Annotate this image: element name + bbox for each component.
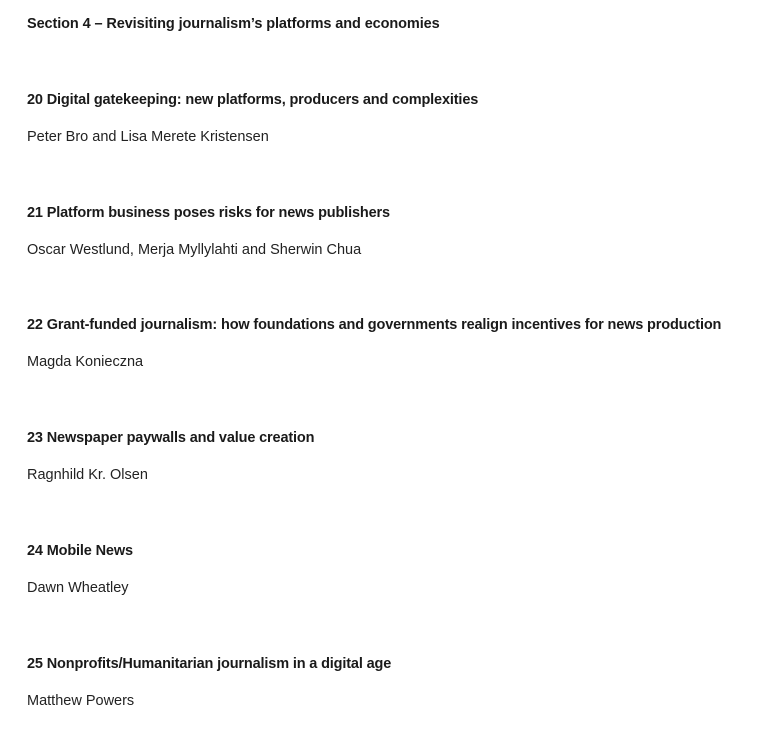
chapter-authors: Matthew Powers xyxy=(27,693,135,709)
chapter-entry xyxy=(27,429,778,484)
chapter-title: 25 Nonprofits/Humanitarian journalism in a digital age xyxy=(27,656,392,672)
chapter-entry xyxy=(27,316,778,371)
chapter-authors: Ragnhild Kr. Olsen xyxy=(27,467,148,483)
chapter-title: 22 Grant-funded journalism: how foundations and governments realign incentives for news production xyxy=(27,317,722,333)
section-title: Section 4 – Revisiting journalism’s platforms and economies xyxy=(27,16,440,32)
chapter-authors: Peter Bro and Lisa Merete Kristensen xyxy=(27,129,269,145)
chapter-authors: Magda Konieczna xyxy=(27,354,144,370)
chapter-title: 20 Digital gatekeeping: new platforms, producers and complexities xyxy=(27,92,479,108)
chapter-title: 24 Mobile News xyxy=(27,543,133,559)
chapter-title: 23 Newspaper paywalls and value creation xyxy=(27,430,315,446)
chapter-authors: Dawn Wheatley xyxy=(27,580,129,596)
chapter-entry xyxy=(27,655,778,710)
chapter-authors: Oscar Westlund, Merja Myllylahti and Sherwin Chua xyxy=(27,242,362,258)
chapter-title: 21 Platform business poses risks for news publishers xyxy=(27,205,390,221)
chapter-entry xyxy=(27,91,778,146)
chapter-entry xyxy=(27,542,778,597)
chapter-entry xyxy=(27,204,778,259)
